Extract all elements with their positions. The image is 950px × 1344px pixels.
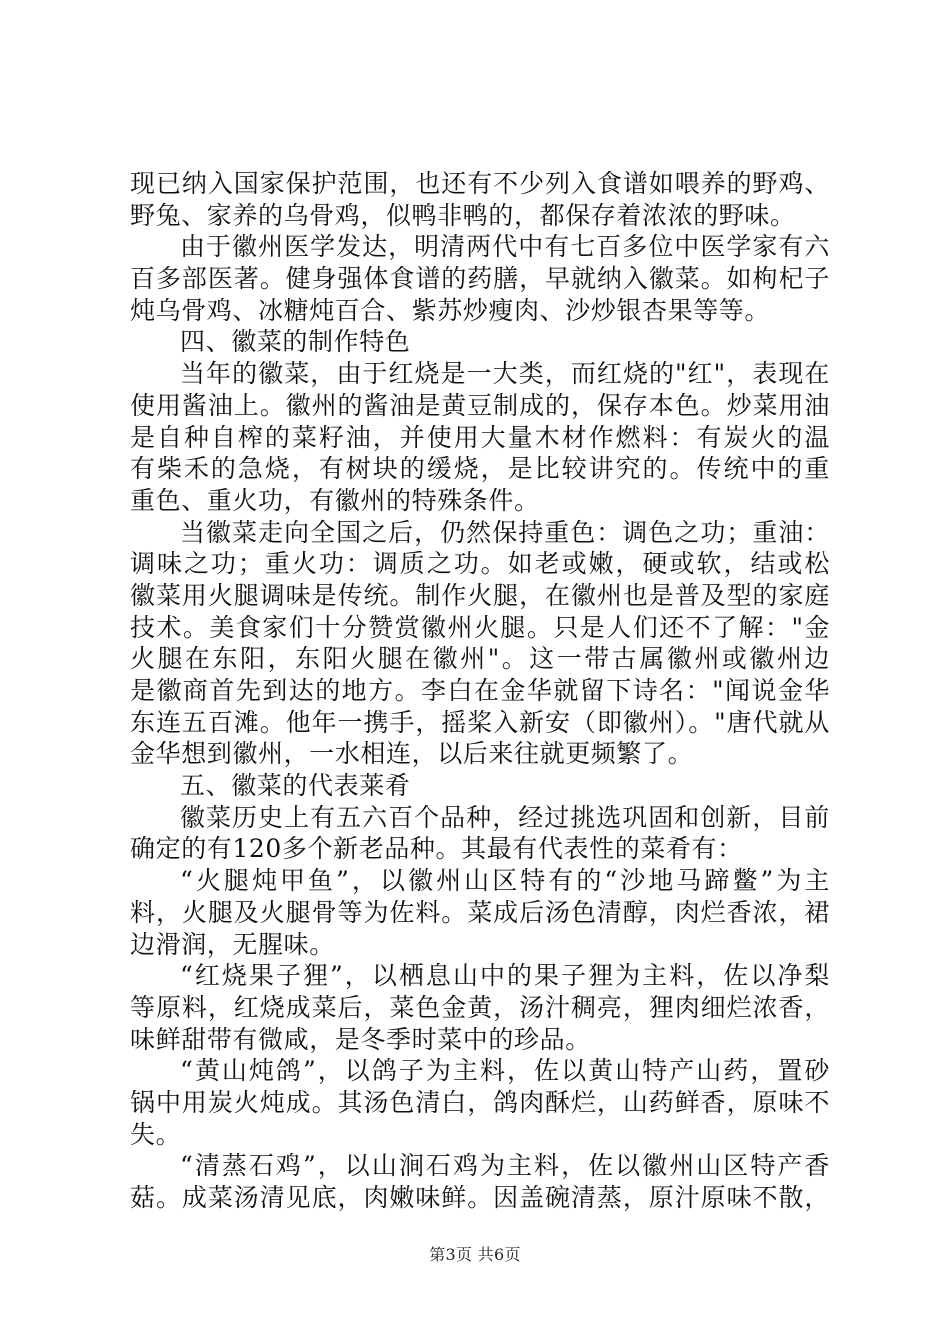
- text-line: 调味之功；重火功：调质之功。如老或嫩，硬或软，结或松: [130, 549, 830, 579]
- text-line: 炖乌骨鸡、冰糖炖百合、紫苏炒瘦肉、沙炒银杏果等等。: [130, 295, 771, 325]
- text-line: 确定的有120多个新老品种。其最有代表性的菜肴有：: [130, 834, 743, 864]
- text-line: 料，火腿及火腿骨等为佐料。菜成后汤色清醇，肉烂香浓，裙: [130, 897, 830, 927]
- text-line: 重色、重火功，有徽州的特殊条件。: [130, 485, 540, 515]
- text-line: 等原料，红烧成菜后，菜色金黄，汤汁稠亮，狸肉细烂浓香，: [130, 992, 830, 1022]
- text-line: 百多部医著。健身强体食谱的药膳，早就纳入徽菜。如枸杞子: [130, 264, 830, 294]
- text-line: 野兔、家养的乌骨鸡，似鸭非鸭的，都保存着浓浓的野味。: [130, 200, 796, 230]
- text-line: “黄山炖鸽”，以鸽子为主料，佐以黄山特产山药，置砂: [180, 1056, 830, 1086]
- text-line: 现已纳入国家保护范围，也还有不少列入食谱如喂养的野鸡、: [130, 169, 830, 198]
- text-line: 东连五百滩。他年一携手，摇桨入新安（即徽州）。"唐代就从: [130, 707, 830, 737]
- text-line: 当徽菜走向全国之后，仍然保持重色：调色之功；重油：: [180, 517, 830, 547]
- text-line: 有柴禾的急烧，有树块的缓烧，是比较讲究的。传统中的重: [130, 454, 830, 484]
- page-footer: 第3页 共6页: [429, 1245, 521, 1264]
- text-line: 四、徽菜的制作特色: [180, 327, 411, 357]
- text-line: 五、徽菜的代表莱肴: [180, 771, 411, 801]
- text-line: 徽菜用火腿调味是传统。制作火腿，在徽州也是普及型的家庭: [130, 580, 830, 610]
- text-line: 味鲜甜带有微咸，是冬季时菜中的珍品。: [130, 1024, 591, 1054]
- text-line: 失。: [130, 1119, 182, 1149]
- text-line: 使用酱油上。徽州的酱油是黄豆制成的，保存本色。炒菜用油: [130, 390, 830, 420]
- text-line: 是徽商首先到达的地方。李白在金华就留下诗名："闻说金华: [130, 676, 830, 705]
- text-line: “红烧果子狸”，以栖息山中的果子狸为主料，佐以净梨: [180, 961, 830, 991]
- text-line: 由于徽州医学发达，明清两代中有七百多位中医学家有六: [180, 232, 830, 262]
- text-line: 锅中用炭火炖成。其汤色清白，鸽肉酥烂，山药鲜香，原味不: [130, 1087, 830, 1117]
- text-line: 技术。美食家们十分赞赏徽州火腿。只是人们还不了解："金: [130, 612, 830, 642]
- text-line: 金华想到徽州，一水相连，以后来往就更频繁了。: [130, 739, 694, 769]
- text-line: 火腿在东阳，东阳火腿在徽州"。这一带古属徽州或徽州边: [130, 644, 830, 674]
- text-line: 边滑润，无腥味。: [130, 929, 335, 959]
- document-body: [130, 168, 830, 1214]
- text-line: 当年的徽菜，由于红烧是一大类，而红烧的"红"，表现在: [180, 359, 830, 389]
- text-line: 是自种自榨的菜籽油，并使用大量木材作燃料：有炭火的温: [130, 422, 830, 452]
- text-line: “清蒸石鸡”，以山涧石鸡为主料，佐以徽州山区特产香: [180, 1151, 830, 1181]
- text-line: 菇。成菜汤清见底，肉嫩味鲜。因盖碗清蒸，原汁原味不散，: [130, 1183, 830, 1212]
- text-line: 徽菜历史上有五六百个品种，经过挑选巩固和创新，目前: [180, 802, 830, 832]
- text-line: “火腿炖甲鱼”，以徽州山区特有的“沙地马蹄鳖”为主: [180, 866, 830, 896]
